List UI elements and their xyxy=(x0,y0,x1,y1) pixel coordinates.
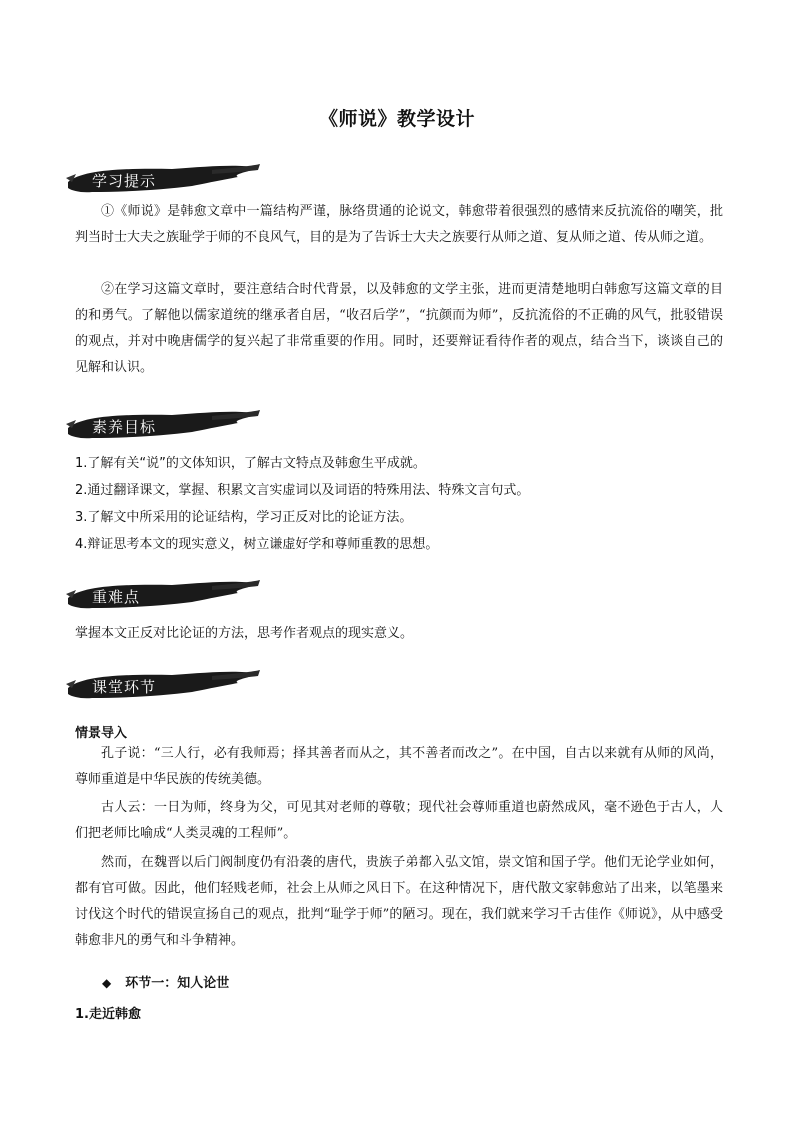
sub-heading-1: 1.走近韩愈 xyxy=(75,1007,141,1022)
document-title: 《师说》教学设计 xyxy=(318,108,475,130)
section-label: 重难点 xyxy=(92,588,141,606)
step-one-heading xyxy=(102,972,229,991)
goal-item-4: 4.辩证思考本文的现实意义，树立谦虚好学和尊师重教的思想。 xyxy=(75,537,439,552)
section-heading-class xyxy=(62,666,262,706)
goal-item-3: 3.了解文中所采用的论证结构，学习正反对比的论证方法。 xyxy=(75,510,413,525)
goal-item-2: 2.通过翻译课文，掌握、积累文言实虚词以及词语的特殊用法、特殊文言句式。 xyxy=(75,483,530,498)
section-label: 课堂环节 xyxy=(92,678,157,696)
tips-paragraph-1: ①《师说》是韩愈文章中一篇结构严谨，脉络贯通的论说文，韩愈带着很强烈的感情来反抗流俗的嘲笑，批判当时士大夫之族耻学于师的不良风气，目的是为了告诉士大夫之族要行从师之道、复从师之道、传从师之道。 xyxy=(75,204,723,245)
section-label: 学习提示 xyxy=(92,172,157,190)
goal-item-1: 1.了解有关“说”的文体知识，了解古文特点及韩愈生平成就。 xyxy=(75,456,426,471)
intro-paragraph-3: 然而，在魏晋以后门阀制度仍有沿袭的唐代，贵族子弟都入弘文馆，崇文馆和国子学。他们无论学业如何，都有官可做。因此，他们轻贱老师，社会上从师之风日下。在这种情况下，唐代散文家韩愈站了出来，以笔墨来讨伐这个时代的错误宣扬自己的观点，批判“耻学于师”的陋习。现在，我们就来学习千古佳作《师说》，从中感受韩愈非凡的勇气和斗争精神。 xyxy=(75,855,723,948)
section-heading-tips xyxy=(62,160,262,200)
section-label: 素养目标 xyxy=(92,418,157,436)
tips-paragraph-2: ②在学习这篇文章时，要注意结合时代背景，以及韩愈的文学主张，进而更清楚地明白韩愈写这篇文章的目的和勇气。了解他以儒家道统的继承者自居，“收召后学”，“抗颜而为师”，反抗流俗的不正确的风气，批驳错误的观点，并对中晚唐儒学的复兴起了非常重要的作用。同时，还要辩证看待作者的观点，结合当下，谈谈自己的见解和认识。 xyxy=(75,282,723,375)
intro-title: 情景导入 xyxy=(75,726,128,741)
diamond-bullet-icon: ◆ xyxy=(102,976,112,990)
intro-paragraph-1: 孔子说：“三人行，必有我师焉；择其善者而从之，其不善者而改之”。在中国，自古以来就有从师的风尚， 尊师重道是中华民族的传统美德。 xyxy=(75,746,723,787)
intro-paragraph-2: 古人云：一日为师，终身为父，可见其对老师的尊敬；现代社会尊师重道也蔚然成风，毫不逊色于古人，人们把老师比喻成“人类灵魂的工程师”。 xyxy=(75,800,723,841)
section-heading-goals xyxy=(62,406,262,446)
section-heading-key xyxy=(62,576,262,616)
key-text: 掌握本文正反对比论证的方法，思考作者观点的现实意义。 xyxy=(75,626,414,641)
step-one-label: 环节一：知人论世 xyxy=(125,976,230,991)
